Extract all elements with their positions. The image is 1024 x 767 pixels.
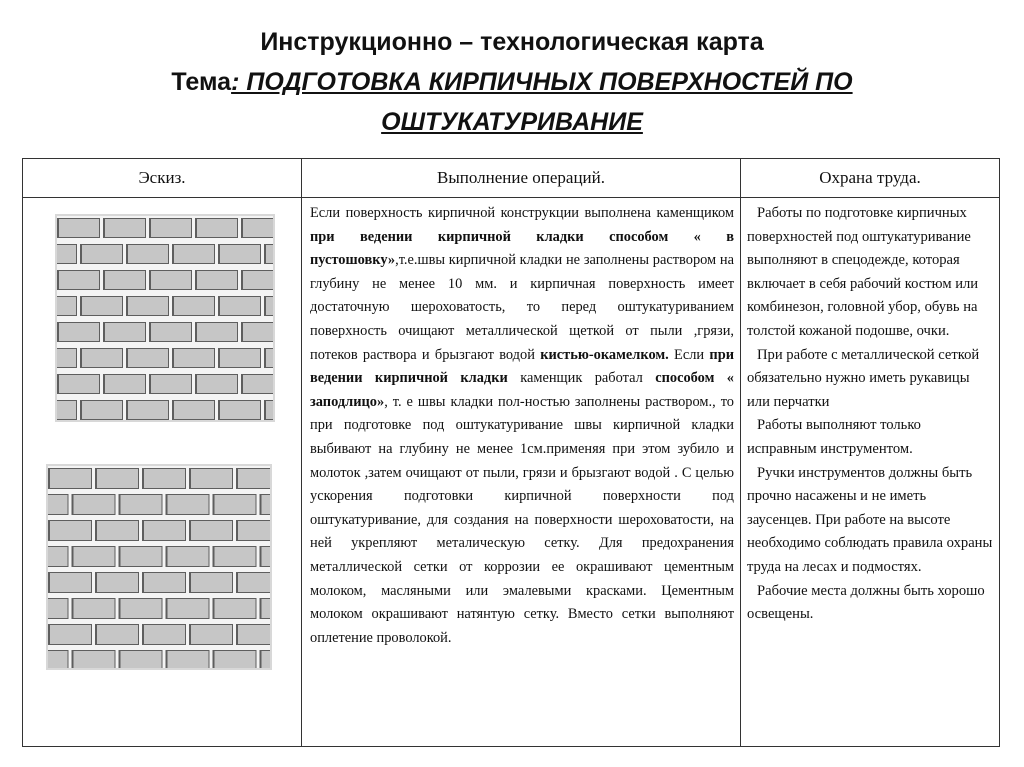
brick [46,599,68,618]
brick [168,547,209,566]
topic-prefix: Тема [171,68,232,96]
operation-emphasis: кистью-окамелком. [540,346,669,363]
brick [238,469,272,488]
header-row [23,159,1000,198]
brick [128,297,168,315]
brick [151,219,191,237]
brick [128,245,168,263]
brick [151,375,191,393]
brick [151,323,191,341]
brick [121,547,162,566]
brick [59,375,99,393]
brick-wall-image-1 [55,214,275,422]
brick [174,349,214,367]
brick [97,573,138,592]
brick [50,521,91,540]
title-topic-line-1 [0,62,1024,102]
brick [174,245,214,263]
safety-paragraph: Ручки инструментов должны быть прочно насажены и не иметь заусенцев. При работе на высоте необходимо соблюдать правила охраны труда на лесах и подмостях. [747,464,993,575]
brick [105,375,145,393]
brick [46,651,68,670]
brick [238,573,272,592]
brick [215,495,256,514]
brick [82,349,122,367]
brick [197,375,237,393]
brick [121,599,162,618]
brick [97,469,138,488]
brick [191,625,232,644]
header-safety: Охрана труда. [741,159,1000,198]
brick [82,401,122,419]
operation-text: каменщик работал [507,370,656,387]
brick [144,573,185,592]
brick [59,219,99,237]
title-line-1: Инструкционно – технологическая карта [260,28,764,56]
brick [197,219,237,237]
header-operations: Выполнение операций. [302,159,741,198]
safety-paragraph: Работы по подготовке кирпичных поверхностей под оштукатуривание выполняют в спецодежде, которая включает в себя рабочий костюм или комбинезон, головной убор, обувь на толстой кожаной подошве, очки. [747,205,979,339]
brick [238,521,272,540]
operation-emphasis: при ведении кирпичной кладки способом « в пустошовку» [310,228,734,269]
brick [55,349,76,367]
brick [243,219,275,237]
brick [144,521,185,540]
operation-emphasis: при ведении кирпичной кладки [310,346,734,387]
brick [191,469,232,488]
brick [197,323,237,341]
brick [55,297,76,315]
brick [105,323,145,341]
operation-text: , т. е швы кладки пол-ностью заполнены раствором., то при подготовке под оштукатуривание швы кирпичной кладки выбивают на глубину не менее 1см.применяя при этом зубило и молоток ,затем очищают от пыли, грязи и брызгают водой . С целью ускорения подготовки кирпичной поверхности под оштукатуривание, для создания на поверхности шероховатости, на ней укрепляют металическую сетку. Для предохранения металлической сетки от коррозии ее окрашивают цементным молоком, масляными или эмалевыми красками. Цементным молоком окрашивают натянтую сетку. Вместо сетки выполняют оплетение проволокой. [310,393,734,646]
brick [174,297,214,315]
brick [121,651,162,670]
brick [243,375,275,393]
instruction-table [22,158,1000,747]
brick [220,401,260,419]
operation-text: Если поверхность кирпичной конструкции выполнена каменщиком [310,205,734,221]
brick [215,651,256,670]
brick [243,323,275,341]
safety-paragraph: Рабочие места должны быть хорошо освещены. [747,582,985,623]
brick [46,495,68,514]
brick [46,547,68,566]
topic-text-1: : ПОДГОТОВКА КИРПИЧНЫХ ПОВЕРХНОСТЕЙ ПО [231,68,853,96]
operation-text: Если [668,346,710,363]
brick [74,599,115,618]
brick [197,271,237,289]
brick [74,651,115,670]
brick [55,401,76,419]
safety-paragraph: При работе с металлической сеткой обязательно нужно иметь рукавицы или перчатки [747,346,980,410]
brick [50,469,91,488]
safety-paragraph: Работы выполняют только исправным инструментом. [747,417,921,457]
brick [82,245,122,263]
sketch-area [23,198,301,746]
brick [243,271,275,289]
brick [168,495,209,514]
safety-text [741,198,999,627]
brick [238,625,272,644]
brick [220,245,260,263]
topic-text-2: ОШТУКАТУРИВАНИЕ [381,108,643,136]
brick [59,271,99,289]
brick [220,297,260,315]
sketch-cell [23,198,302,747]
brick [220,349,260,367]
brick [144,469,185,488]
brick [215,547,256,566]
brick [151,271,191,289]
brick [144,625,185,644]
card-title [0,22,1024,142]
title-topic-line-2 [0,102,1024,142]
content-row [23,198,1000,747]
brick [174,401,214,419]
operations-text [302,198,740,650]
brick [50,573,91,592]
operations-cell [302,198,741,747]
header-sketch: Эскиз. [23,159,302,198]
operation-emphasis: способом « заподлицо» [310,370,734,410]
brick [191,521,232,540]
brick [105,219,145,237]
brick [121,495,162,514]
brick [168,599,209,618]
brick [74,547,115,566]
brick [168,651,209,670]
operation-text: ,т.е.швы кирпичной кладки не заполнены раствором на глубину не менее 10 мм. и кирпичная поверхность имеет достаточную шероховатость, то перед оштукатуриванием поверхность очищают металлической щеткой от пыли ,грязи, потеков раствора и брызгают водой [310,252,734,363]
brick [50,625,91,644]
brick [97,521,138,540]
brick [105,271,145,289]
brick [128,349,168,367]
brick [82,297,122,315]
brick [128,401,168,419]
brick [59,323,99,341]
brick [74,495,115,514]
brick [55,245,76,263]
brick-wall-image-2 [46,464,272,670]
brick [97,625,138,644]
brick [191,573,232,592]
brick [215,599,256,618]
safety-cell [741,198,1000,747]
